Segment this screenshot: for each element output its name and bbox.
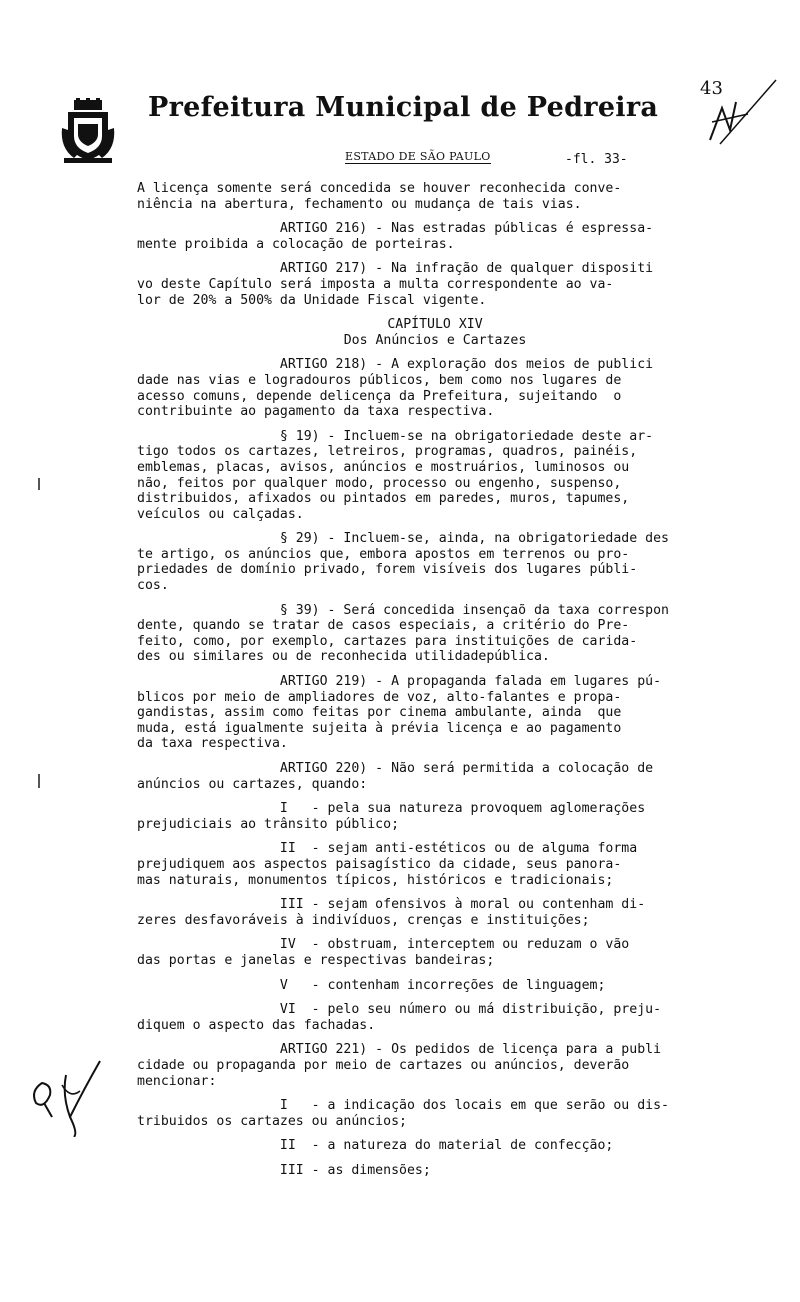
text-line: tigo todos os cartazes, letreiros, programas, quadros, painéis, — [137, 444, 638, 460]
text-line: vo deste Capítulo será imposta a multa correspondente ao va- — [137, 276, 614, 292]
text-line: des ou similares ou de reconhecida utilidadepública. — [137, 649, 550, 665]
text-line: ARTIGO 219) - A propaganda falada em lugares pú- — [137, 674, 662, 690]
page-title: Prefeitura Municipal de Pedreira — [148, 92, 659, 123]
page-number: 43 — [700, 78, 723, 99]
paragraph — [137, 1042, 733, 1089]
text-line: ARTIGO 220) - Não será permitida a colocação de — [137, 761, 654, 776]
paragraph — [137, 937, 733, 968]
text-line: III - sejam ofensivos à moral ou contenham di- — [137, 897, 646, 913]
chapter-number: CAPÍTULO XIV — [387, 317, 483, 333]
text-line: mencionar: — [137, 1073, 217, 1089]
text-line: contribuinte ao pagamento da taxa respectiva. — [137, 404, 495, 420]
text-line: ARTIGO 216) - Nas estradas públicas é espressa- — [137, 221, 654, 237]
text-line: distribuidos, afixados ou pintados em paredes, muros, tapumes, — [137, 491, 630, 507]
text-line: III - as dimensões; — [137, 1162, 431, 1178]
paragraph — [137, 603, 733, 665]
paragraph — [137, 1002, 733, 1033]
text-line: gandistas, assim como feitas por cinema ambulante, ainda que — [137, 705, 622, 721]
paragraph — [137, 261, 733, 308]
text-line: § 29) - Incluem-se, ainda, na obrigatoriedade des — [137, 531, 669, 547]
text-line: A licença somente será concedida se houver reconhecida conve- — [137, 181, 622, 196]
text-line: § 39) - Será concedida insençaõ da taxa correspon — [137, 602, 669, 618]
text-line: prejudiciais ao trânsito público; — [137, 816, 400, 832]
paragraph — [137, 181, 733, 212]
paragraph — [137, 897, 733, 928]
text-line: lor de 20% a 500% da Unidade Fiscal vigente. — [137, 292, 487, 308]
text-line: zeres desfavoráveis à indivíduos, crenças e instituições; — [137, 912, 590, 928]
paragraph — [137, 1098, 733, 1129]
text-line: da taxa respectiva. — [137, 736, 288, 752]
text-line: blicos por meio de ampliadores de voz, alto-falantes e propa- — [137, 689, 622, 705]
paragraph — [137, 531, 733, 593]
chapter-title: Dos Anúncios e Cartazes — [343, 332, 527, 348]
text-line: tribuidos os cartazes ou anúncios; — [137, 1113, 407, 1129]
margin-mark — [38, 774, 40, 788]
handwritten-signature — [22, 1055, 112, 1137]
paragraph — [137, 801, 733, 832]
text-line: II - a natureza do material de confecção; — [137, 1138, 614, 1154]
text-line: emblemas, placas, avisos, anúncios e mostruários, luminosos ou — [137, 459, 630, 475]
paragraph — [137, 1163, 733, 1179]
text-line: ARTIGO 217) - Na infração de qualquer dispositi — [137, 261, 654, 277]
text-line: I - a indicação dos locais em que serão ou dis- — [137, 1098, 669, 1114]
paragraph — [137, 1138, 733, 1154]
chapter-heading — [137, 317, 733, 348]
paragraph — [137, 429, 733, 523]
text-line: não, feitos por qualquer modo, processo ou engenho, suspenso, — [137, 475, 622, 491]
text-line: I - pela sua natureza provoquem aglomerações — [137, 801, 646, 817]
text-line: II - sejam anti-estéticos ou de alguma forma — [137, 841, 638, 857]
text-line: mente proibida a colocação de porteiras. — [137, 236, 455, 252]
paragraph — [137, 221, 733, 252]
municipal-coat-of-arms-icon — [60, 98, 116, 164]
text-line: V - contenham incorreções de linguagem; — [137, 977, 606, 993]
paragraph — [137, 841, 733, 888]
text-line: VI - pelo seu número ou má distribuição, preju- — [137, 1002, 662, 1018]
text-line: IV - obstruam, interceptem ou reduzam o vão — [137, 937, 630, 953]
margin-mark — [38, 478, 40, 490]
state-subtitle: ESTADO DE SÃO PAULO — [345, 150, 491, 163]
text-line: diquem o aspecto das fachadas. — [137, 1017, 376, 1033]
document-body — [137, 181, 733, 1187]
text-line: das portas e janelas e respectivas bandeiras; — [137, 952, 495, 968]
paragraph — [137, 761, 733, 792]
text-line: prejudiquem aos aspectos paisagístico da cidade, seus panora- — [137, 856, 622, 872]
text-line: dade nas vias e logradouros públicos, bem como nos lugares de — [137, 372, 622, 388]
text-line: ARTIGO 218) - A exploração dos meios de publici — [137, 357, 654, 373]
text-line: feito, como, por exemplo, cartazes para instituições de carida- — [137, 633, 638, 649]
text-line: te artigo, os anúncios que, embora apostos em terrenos ou pro- — [137, 546, 630, 562]
text-line: anúncios ou cartazes, quando: — [137, 776, 368, 792]
text-line: mas naturais, monumentos típicos, históricos e tradicionais; — [137, 872, 614, 888]
text-line: muda, está igualmente sujeita à prévia licença e ao pagamento — [137, 720, 622, 736]
text-line: priedades de domínio privado, forem visíveis dos lugares públi- — [137, 562, 638, 578]
text-line: niência na abertura, fechamento ou mudança de tais vias. — [137, 196, 582, 212]
folio-number: -fl. 33- — [565, 152, 628, 167]
text-line: dente, quando se tratar de casos especiais, a critério do Pre- — [137, 618, 630, 634]
text-line: veículos ou calçadas. — [137, 506, 304, 522]
text-line: acesso comuns, depende delicença da Prefeitura, sujeitando o — [137, 388, 622, 404]
paragraph — [137, 674, 733, 752]
paragraph — [137, 357, 733, 419]
text-line: ARTIGO 221) - Os pedidos de licença para a publi — [137, 1042, 662, 1058]
text-line: cos. — [137, 578, 169, 594]
text-line: § 19) - Incluem-se na obrigatoriedade deste ar- — [137, 428, 654, 444]
paragraph — [137, 978, 733, 994]
text-line: cidade ou propaganda por meio de cartazes ou anúncios, deverão — [137, 1057, 630, 1073]
